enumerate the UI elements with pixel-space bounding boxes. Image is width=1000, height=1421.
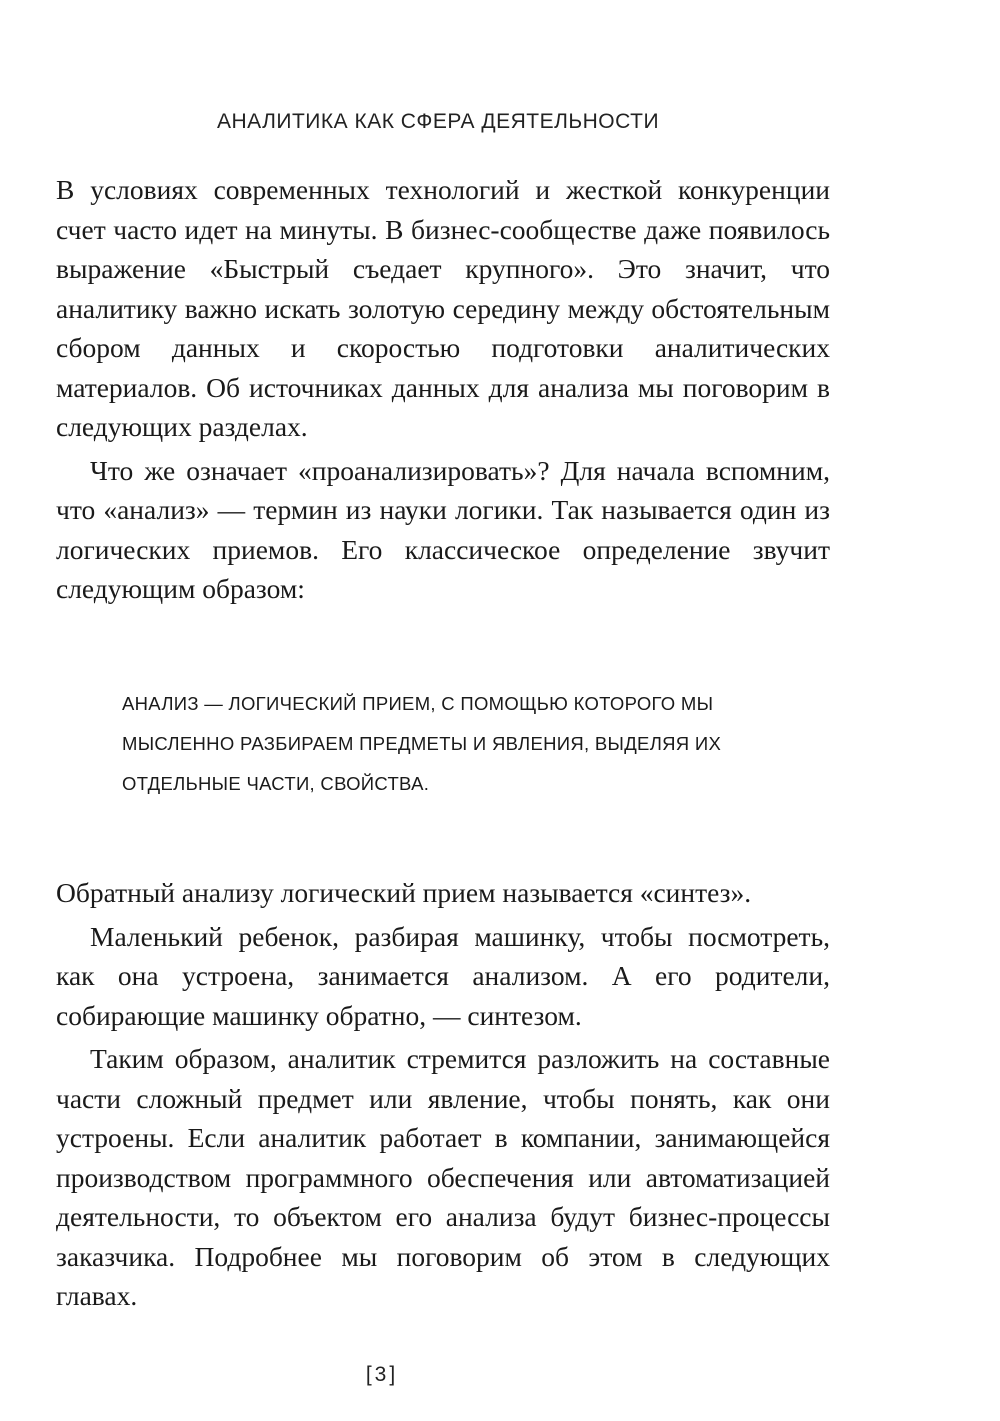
paragraph-analyst-role: Таким образом, аналитик стремится разложить на составные части сложный предмет или явление, чтобы понять, как они устроены. Если аналитик работает в компании, занимающейся производством программного обеспечения или автоматизацией деятельности, то объектом его анализа будут бизнес-процессы заказчика. Подробнее мы поговорим об этом в следующих главах.	[56, 1043, 830, 1311]
page-number: [3]	[365, 1363, 399, 1386]
paragraph-intro: В условиях современных технологий и жесткой конкуренции счет часто идет на минуты. В бизнес-сообществе даже появилось выражение «Быстрый съедает крупного». Это значит, что аналитику важно искать золотую середину между обстоятельным сбором данных и скоростью подготовки аналитических материалов. Об источниках данных для анализа мы поговорим в следующих разделах.	[56, 174, 830, 442]
paragraph-child-example: Маленький ребенок, разбирая машинку, чтобы посмотреть, как она устроена, занимается анализом. А его родители, собирающие машинку обратно, — синтезом.	[56, 920, 830, 1031]
running-title: АНАЛИТИКА КАК СФЕРА ДЕЯТЕЛЬНОСТИ	[216, 110, 660, 133]
paragraph-synthesis: Обратный анализу логический прием называется «синтез».	[56, 877, 752, 908]
definition-callout: АНАЛИЗ — ЛОГИЧЕСКИЙ ПРИЕМ, С ПОМОЩЬЮ КОТОРОГО МЫ МЫСЛЕННО РАЗБИРАЕМ ПРЕДМЕТЫ И ЯВЛЕНИЯ, ВЫДЕЛЯЯ ИХ ОТДЕЛЬНЫЕ ЧАСТИ, СВОЙСТВА.	[122, 693, 722, 794]
bottom-text-block	[56, 873, 830, 1316]
top-text-block	[56, 170, 830, 609]
paragraph-analysis-question: Что же означает «проанализировать»? Для начала вспомним, что «анализ» — термин из науки логики. Так называется один из логических приемов. Его классическое определение звучит следующим образом:	[56, 454, 830, 604]
